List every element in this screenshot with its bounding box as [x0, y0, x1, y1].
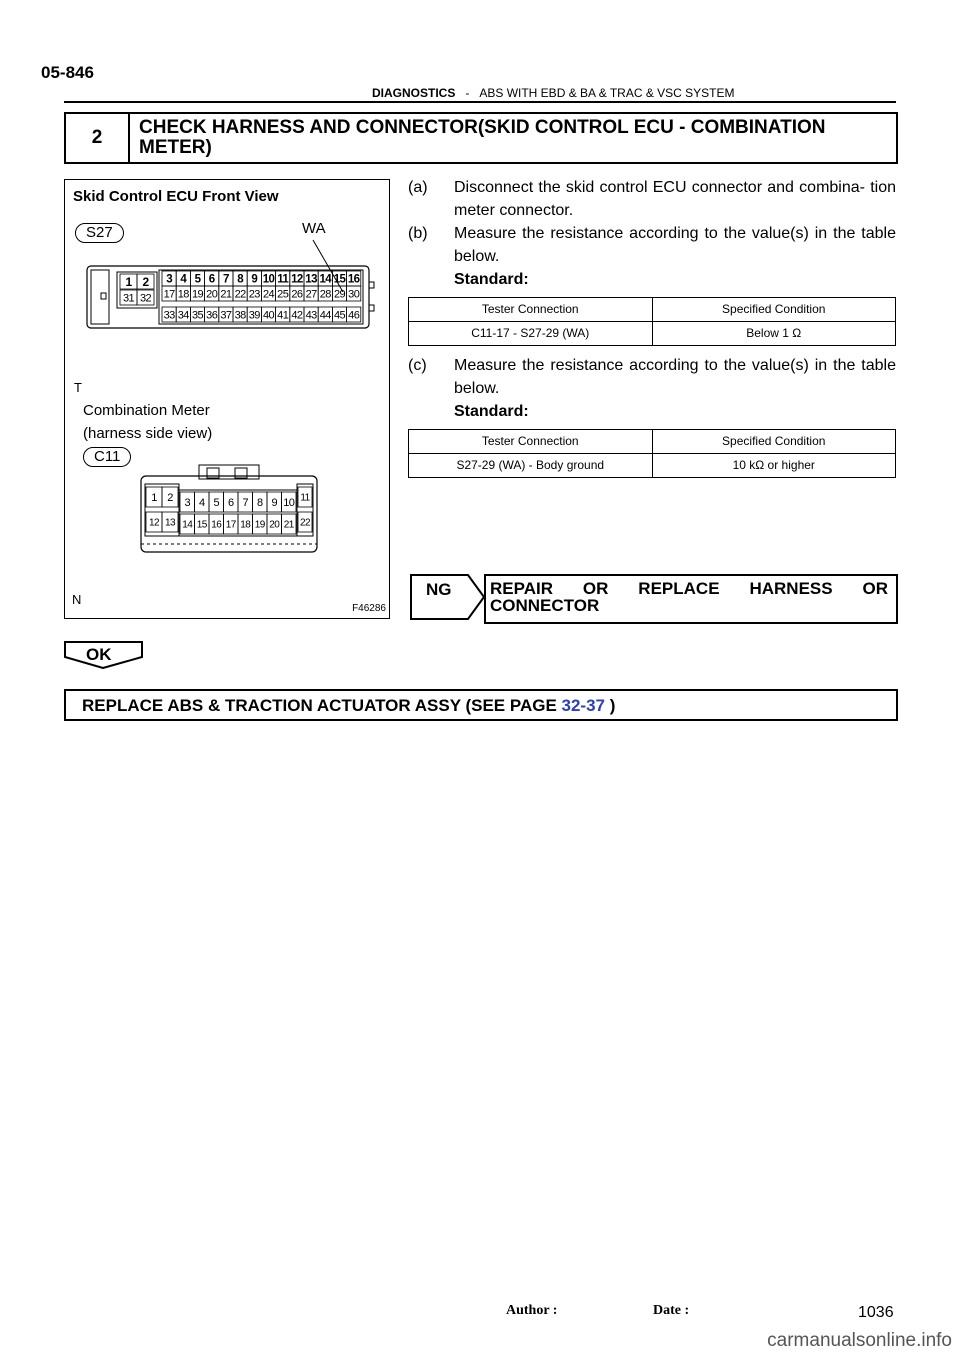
pin-number: 13	[305, 273, 317, 286]
section-name: DIAGNOSTICS	[372, 86, 456, 100]
table-header-row	[409, 430, 896, 454]
instruction-a-label: (a)	[408, 179, 428, 196]
ecu-connector-tag: S27	[75, 223, 124, 243]
pin-number: 32	[139, 292, 152, 305]
pin-number: 28	[319, 288, 331, 301]
pin-number: 7	[223, 273, 229, 286]
table-row	[409, 454, 896, 478]
instruction-c-label: (c)	[408, 357, 427, 374]
table-cell: 10 kΩ or higher	[652, 454, 896, 478]
letter-t: T	[74, 380, 82, 395]
pin-number: 39	[248, 309, 260, 322]
connector-figure	[64, 179, 390, 619]
pin-number: 24	[262, 288, 275, 301]
pin-number: 1	[151, 491, 157, 504]
pin-number: 14	[182, 519, 193, 531]
pin-number: 22	[234, 288, 246, 301]
pin-number: 10	[283, 496, 295, 509]
pin-number: 17	[225, 519, 236, 531]
pin-number: 8	[256, 496, 263, 509]
pin-number: 16	[211, 519, 222, 531]
table-cell: S27-29 (WA) - Body ground	[409, 454, 653, 478]
table-header-row	[409, 298, 896, 322]
pin-number: 4	[198, 496, 205, 509]
pin-number: 18	[240, 519, 251, 531]
ng-branch	[410, 574, 896, 620]
pin-number: 6	[227, 496, 234, 509]
header-rule	[64, 101, 896, 103]
pin-number: 16	[347, 273, 360, 286]
pin-number: 9	[271, 496, 278, 509]
pin-number: 33	[163, 309, 175, 322]
pin-number: 37	[220, 309, 232, 322]
pin-number: 4	[180, 273, 187, 286]
instruction-column	[408, 176, 896, 486]
pin-number: 6	[208, 273, 215, 286]
connector-drawing	[65, 180, 389, 618]
step-title: CHECK HARNESS AND CONNECTOR(SKID CONTROL ECU - COMBINATION METER)	[139, 117, 826, 158]
pin-number: 25	[277, 288, 289, 301]
running-header	[372, 86, 735, 100]
pin-number: 41	[277, 309, 289, 322]
ng-action-text: REPAIR OR REPLACE HARNESS OR CONNECTOR	[490, 579, 888, 615]
figure-code: F46286	[352, 603, 386, 614]
instruction-b	[408, 222, 896, 268]
table-header: Tester Connection	[409, 430, 653, 454]
system-name: ABS WITH EBD & BA & TRAC & VSC SYSTEM	[479, 86, 735, 100]
pin-number: 5	[194, 273, 201, 286]
page-number: 05-846	[41, 63, 94, 82]
pin-number: 17	[163, 288, 175, 301]
pin-number: 27	[305, 288, 317, 301]
pin-number: 30	[348, 288, 360, 301]
table-header: Specified Condition	[652, 298, 896, 322]
pin-number: 42	[291, 309, 303, 322]
table-cell: C11-17 - S27-29 (WA)	[409, 322, 653, 346]
pin-number: 1	[125, 274, 132, 289]
pin-number: 15	[333, 273, 346, 286]
pin-number: 18	[177, 288, 189, 301]
table-cell: Below 1 Ω	[652, 322, 896, 346]
pin-number: 11	[277, 273, 289, 286]
table-row	[409, 322, 896, 346]
pin-number: 44	[319, 309, 331, 322]
footer-page-number: 1036	[858, 1304, 894, 1321]
meter-label-line1: Combination Meter	[83, 402, 210, 419]
ecu-pin-grid	[120, 271, 361, 322]
ng-label: NG	[426, 580, 452, 599]
ok-label: OK	[86, 645, 112, 664]
pin-number: 3	[184, 496, 191, 509]
pin-number: 45	[333, 309, 346, 322]
pin-number: 8	[237, 273, 243, 286]
instruction-a-text: Disconnect the skid control ECU connector and combina- tion meter connector.	[454, 179, 896, 219]
pin-number: 10	[262, 273, 275, 286]
pin-number: 13	[165, 517, 175, 529]
pin-number: 29	[333, 288, 346, 301]
pin-number: 3	[166, 273, 172, 286]
pin-number: 22	[300, 517, 310, 529]
table-header: Specified Condition	[652, 430, 896, 454]
figure-title: Skid Control ECU Front View	[73, 188, 279, 205]
final-action-main: REPLACE ABS & TRACTION ACTUATOR ASSY (SEE PAGE	[82, 696, 557, 715]
pin-number: 2	[167, 491, 173, 504]
pin-number: 11	[300, 492, 310, 504]
step-number: 2	[66, 114, 130, 162]
instruction-a	[408, 176, 896, 222]
pin-number: 31	[122, 292, 135, 305]
instruction-b-text: Measure the resistance according to the value(s) in the table below.	[454, 225, 896, 265]
page-link[interactable]: 32-37	[561, 696, 605, 715]
pin-number: 15	[196, 519, 207, 531]
instruction-b-label: (b)	[408, 225, 428, 242]
header-separator: -	[465, 86, 470, 100]
step-heading	[64, 112, 898, 164]
pin-number: 12	[291, 273, 303, 286]
spec-table-1	[408, 297, 896, 346]
ok-branch	[64, 641, 144, 669]
final-action-text	[82, 696, 615, 716]
pin-number: 36	[206, 309, 218, 322]
pin-number: 9	[251, 273, 258, 286]
pin-number: 40	[262, 309, 275, 322]
letter-n: N	[72, 592, 82, 607]
meter-connector-tag: C11	[83, 447, 131, 467]
pin-number: 43	[305, 309, 317, 322]
pin-number: 20	[206, 288, 218, 301]
pin-number: 7	[242, 496, 249, 509]
standard-label-2: Standard:	[454, 403, 529, 420]
final-action-close: )	[609, 696, 616, 715]
pin-number: 34	[177, 309, 189, 322]
instruction-c-text: Measure the resistance according to the value(s) in the table below.	[454, 357, 896, 397]
pin-number: 23	[248, 288, 260, 301]
standard-label-1: Standard:	[454, 271, 529, 288]
pin-number: 38	[234, 309, 246, 322]
table-header: Tester Connection	[409, 298, 653, 322]
pin-number: 19	[191, 288, 204, 301]
pin-number: 12	[149, 517, 159, 529]
pin-number: 21	[283, 519, 294, 531]
meter-label-line2: (harness side view)	[83, 425, 213, 442]
meter-pin-grid	[146, 487, 312, 534]
pin-number: 19	[254, 519, 265, 531]
pin-number: 46	[348, 309, 360, 322]
pin-number: 20	[269, 519, 280, 531]
pin-number: 2	[142, 274, 149, 289]
wa-label: WA	[302, 220, 326, 237]
spec-table-2	[408, 429, 896, 478]
pin-number: 14	[319, 273, 332, 286]
author-label: Author :	[506, 1303, 558, 1318]
date-label: Date :	[653, 1303, 690, 1318]
pin-number: 35	[191, 309, 204, 322]
watermark: carmanualsonline.info	[767, 1330, 952, 1351]
pin-number: 21	[220, 288, 232, 301]
pin-number: 26	[291, 288, 303, 301]
pin-number: 5	[213, 496, 220, 509]
instruction-c	[408, 354, 896, 400]
final-action-box	[64, 689, 898, 721]
